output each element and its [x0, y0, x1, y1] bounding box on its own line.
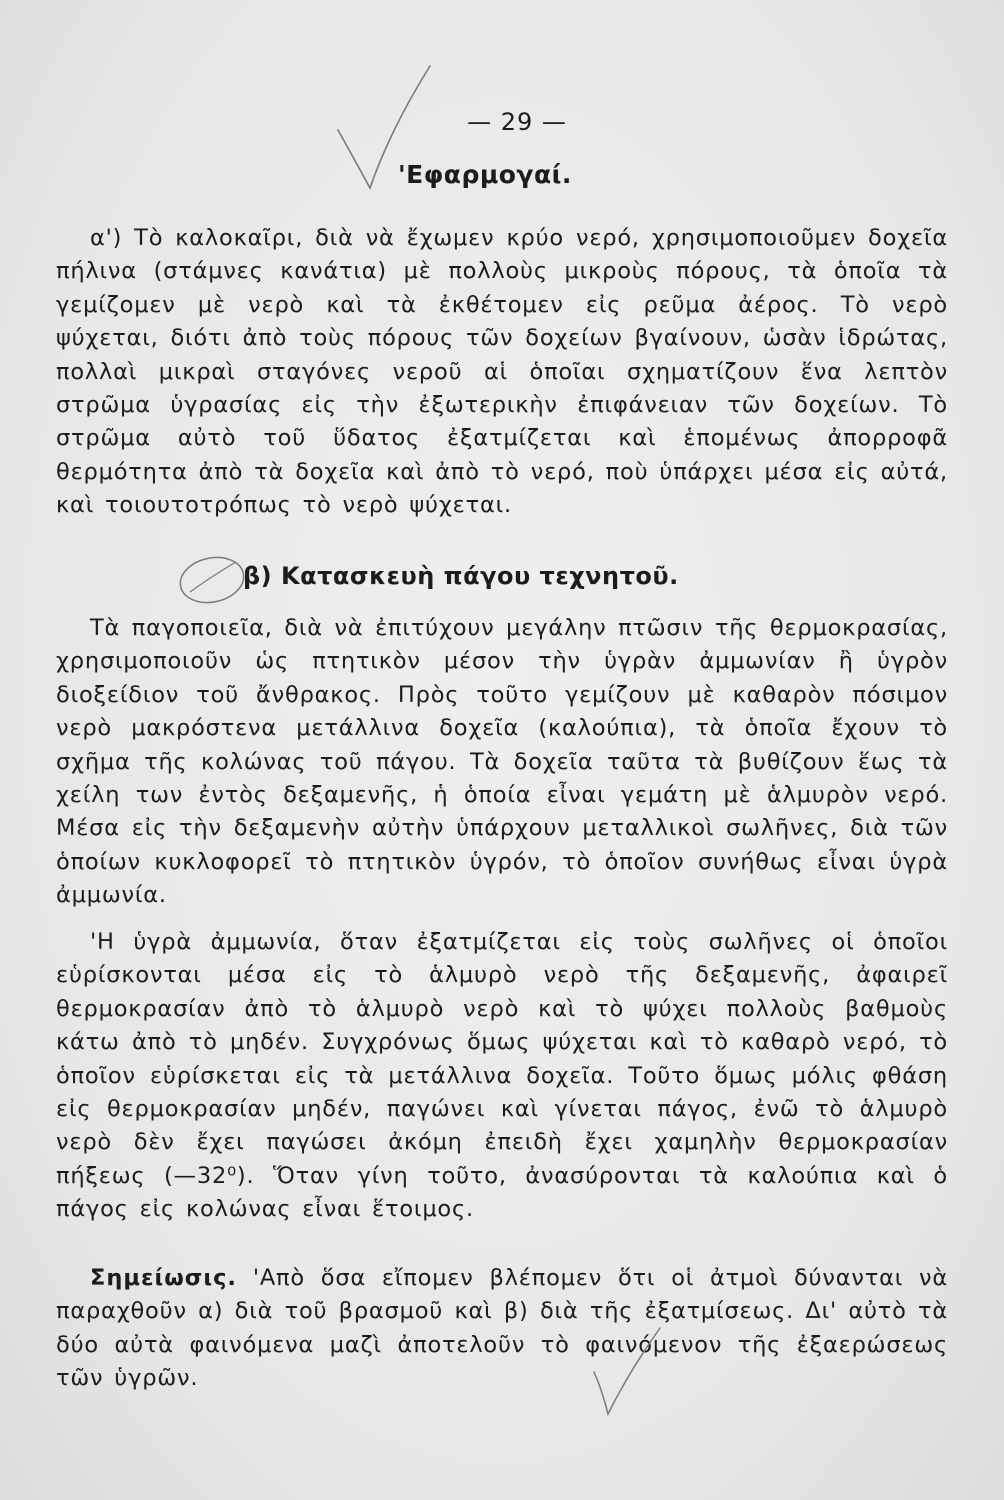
note-label: Σημείωσις.: [90, 1265, 237, 1291]
paragraph-a: α') Τὸ καλοκαῖρι, διὰ νὰ ἔχωμεν κρύο νερό, χρησιμοποιοῦμεν δοχεῖα πήλινα (στάμνες κανάτια) μὲ πολλοὺς μικροὺς πόρους, τὰ ὁποῖα τὰ γεμίζομεν μὲ νερὸ καὶ τὰ ἐκθέτομεν εἰς ρεῦμα ἀέρος. Τὸ νερὸ ψύχεται, διότι ἀπὸ τοὺς πόρους τῶν δοχείων βγαίνουν, ὡσὰν ἱδρώτας, πολλαὶ μικραὶ σταγόνες νεροῦ αἱ ὁποῖαι σχηματίζουν ἕνα λεπτὸν στρῶμα ὑγρασίας εἰς τὴν ἐξωτερικὴν ἐπιφάνειαν τῶν δοχείων. Τὸ στρῶμα αὐτὸ τοῦ ὕδατος ἐξατμίζεται καὶ ἑπομένως ἀπορροφᾶ θερμότητα ἀπὸ τὰ δοχεῖα καὶ ἀπὸ τὸ νερό, ποὺ ὑπάρχει μέσα εἰς αὐτά, καὶ τοιουτοτρόπως τὸ νερὸ ψύχεται.: [56, 225, 948, 519]
section-heading: 'Εφαρμογαί.: [398, 160, 572, 189]
note-paragraph: [56, 1262, 948, 1396]
circle-mark-icon: [172, 548, 252, 610]
paragraph-c: 'Η ὑγρὰ ἀμμωνία, ὅταν ἐξατμίζεται εἰς τοὺς σωλῆνες οἱ ὁποῖοι εὑρίσκονται μέσα εἰς τὸ ἁλμυρὸ νερὸ τῆς δεξαμενῆς, ἀφαιρεῖ θερμοκρασίαν ἀπὸ τὸ ἁλμυρὸ νερὸ καὶ τὸ ψύχει πολλοὺς βαθμοὺς κάτω ἀπὸ τὸ μηδέν. Συγχρόνως ὅμως ψύχεται καὶ τὸ καθαρὸ νερό, τὸ ὁποῖον εὑρίσκεται εἰς τὰ μετάλλινα δοχεῖα. Τοῦτο ὅμως μόλις φθάση εἰς θερμοκρασίαν μηδέν, παγώνει καὶ γίνεται πάγος, ἐνῶ τὸ ἁλμυρὸ νερὸ δὲν ἔχει παγώσει ἀκόμη ἐπειδὴ ἔχει χαμηλὴν θερμοκρασίαν πήξεως (—32⁰). Ὅταν γίνη τοῦτο, ἀνασύρονται τὰ καλούπια καὶ ὁ πάγος εἰς κολώνας εἶναι ἕτοιμος.: [56, 929, 948, 1223]
note-text: 'Απὸ ὅσα εἴπομεν βλέπομεν ὅτι οἱ ἀτμοὶ δύνανται νὰ παραχθοῦν α) διὰ τοῦ βρασμοῦ καὶ β) διὰ τῆς ἐξατμίσεως. Δι' αὐτὸ τὰ δύο αὐτὰ φαινόμενα μαζὶ ἀποτελοῦν τὸ φαινόμενον τῆς ἐξαερώσεως τῶν ὑγρῶν.: [56, 1265, 948, 1392]
subheading-artificial-ice: β) Κατασκευὴ πάγου τεχνητοῦ.: [243, 562, 679, 590]
page-number: — 29 —: [467, 108, 567, 136]
paragraph-b: Τὰ παγοποιεῖα, διὰ νὰ ἐπιτύχουν μεγάλην πτῶσιν τῆς θερμοκρασίας, χρησιμοποιοῦν ὡς πτητικὸν μέσον τὴν ὑγρὰν ἀμμωνίαν ἢ ὑγρὸν διοξείδιον τοῦ ἄνθρακος. Πρὸς τοῦτο γεμίζουν μὲ καθαρὸν πόσιμον νερὸ μακρόστενα μετάλλινα δοχεῖα (καλούπια), τὰ ὁποῖα ἔχουν τὸ σχῆμα τῆς κολώνας τοῦ πάγου. Τὰ δοχεῖα ταῦτα τὰ βυθίζουν ἕως τὰ χείλη των ἐντὸς δεξαμενῆς, ἡ ὁποία εἶναι γεμάτη μὲ ἁλμυρὸν νερό. Μέσα εἰς τὴν δεξαμενὴν αὐτὴν ὑπάρχουν μεταλλικοὶ σωλῆνες, διὰ τῶν ὁποίων κυκλοφορεῖ τὸ πτητικὸν ὑγρόν, τὸ ὁποῖον συνήθως εἶναι ὑγρὰ ἀμμωνία.: [56, 615, 948, 909]
